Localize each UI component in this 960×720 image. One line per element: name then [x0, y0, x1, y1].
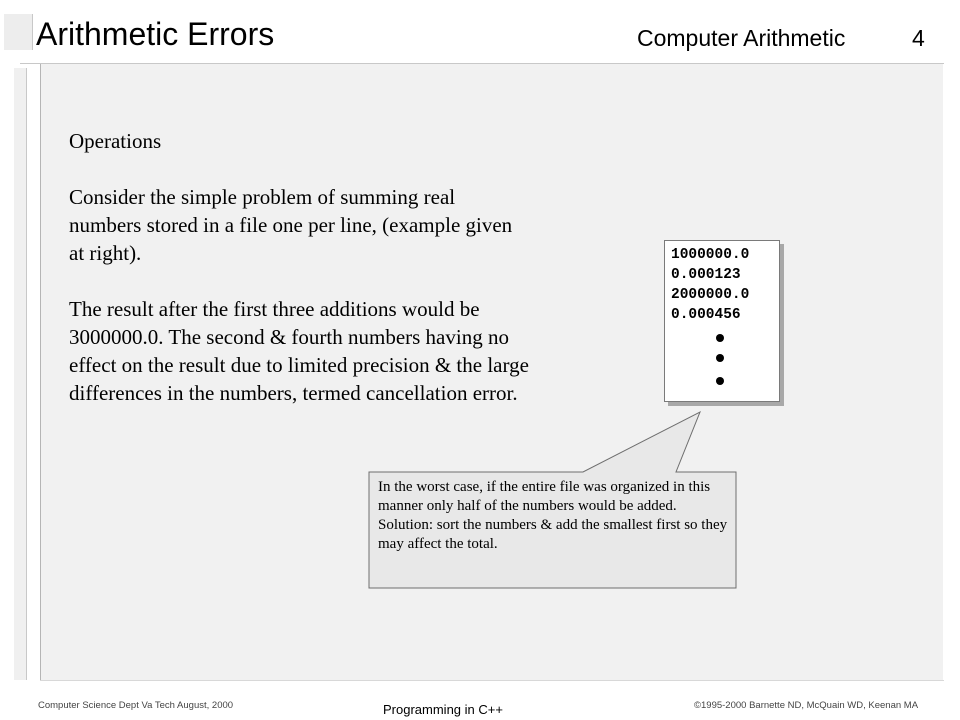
- slide-title: Arithmetic Errors: [36, 16, 275, 52]
- footer-course: Programming in C++: [383, 702, 503, 717]
- callout-text: In the worst case, if the entire file was organized in this manner only half of the numbers would be added. Solution: sort the numbers & add the smallest first so they may affect the total.: [378, 479, 728, 552]
- ellipsis-dot: [716, 377, 724, 385]
- footer-department: Computer Science Dept Va Tech August, 2000: [38, 700, 234, 711]
- file-line: 0.000456: [671, 307, 741, 323]
- page-number: 4: [912, 25, 925, 51]
- file-line: 1000000.0: [671, 247, 750, 263]
- footer-copyright: ©1995-2000 Barnette ND, McQuain WD, Keenan MA: [694, 700, 919, 711]
- file-line: 0.000123: [671, 267, 741, 283]
- footer-divider: [40, 680, 944, 681]
- course-title: Computer Arithmetic: [637, 25, 846, 51]
- ellipsis-dot: [716, 354, 724, 362]
- ellipsis-dot: [716, 334, 724, 342]
- paragraph-result-text: The result after the first three additions would be 3000000.0. The second & fourth numbers having no effect on the result due to limited precision & the large differences in the numbers, termed cancellation error.: [69, 297, 529, 405]
- paragraph-problem-text: Consider the simple problem of summing real numbers stored in a file one per line, (example given at right).: [69, 185, 513, 265]
- file-line: 2000000.0: [671, 287, 750, 303]
- section-heading-text: Operations: [69, 129, 162, 153]
